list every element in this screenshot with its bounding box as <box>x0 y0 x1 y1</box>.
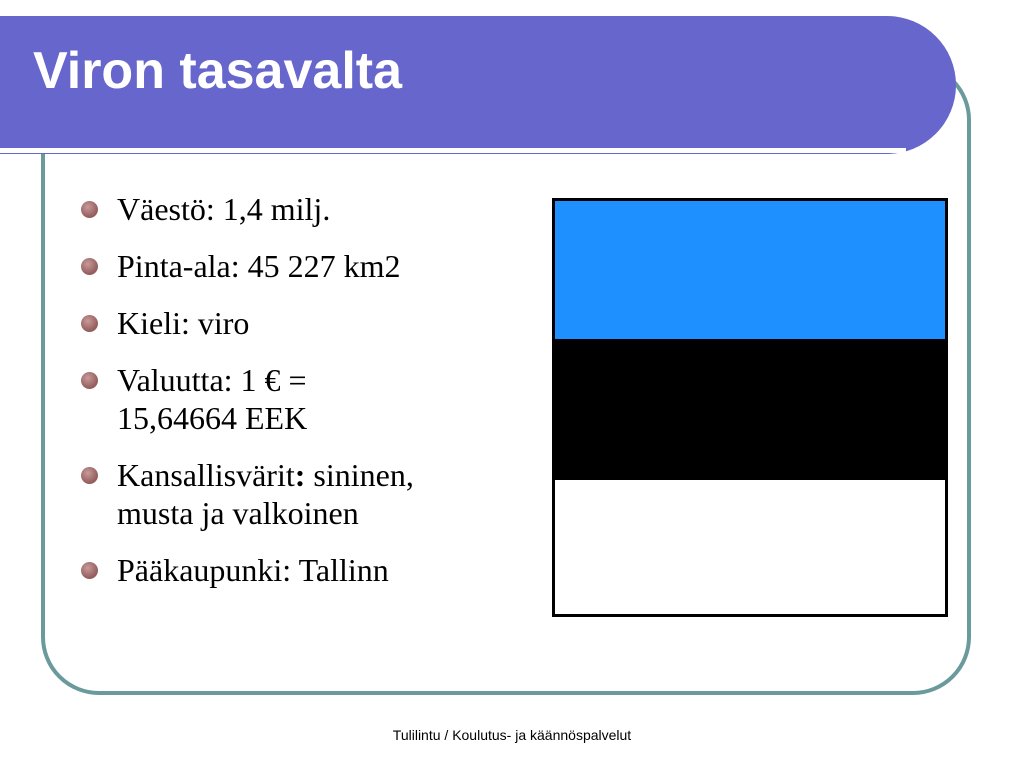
bullet-item-population <box>80 190 510 228</box>
bullet-icon <box>81 201 98 218</box>
flag-stripe-blue <box>555 201 945 339</box>
estonian-flag-image <box>552 198 948 617</box>
bullet-icon <box>81 315 98 332</box>
bullet-item-language <box>80 304 510 342</box>
bullet-icon <box>81 467 98 484</box>
bullet-icon <box>81 372 98 389</box>
bullet-list <box>80 190 510 608</box>
bullet-text: Kieli: viro <box>117 305 250 341</box>
bullet-icon <box>81 562 98 579</box>
slide-footer: Tulilintu / Koulutus- ja käännöspalvelut <box>392 727 632 743</box>
bullet-text-suffix: sininen, <box>305 457 414 493</box>
bullet-item-national-colors <box>80 456 510 532</box>
bullet-text-line2: musta ja valkoinen <box>117 495 359 531</box>
bullet-item-capital <box>80 551 510 589</box>
bullet-item-currency <box>80 361 510 437</box>
bullet-text: Pääkaupunki: Tallinn <box>117 552 389 588</box>
bullet-icon <box>81 258 98 275</box>
bullet-text-colon: : <box>294 457 306 493</box>
bullet-text: Pinta-ala: 45 227 km2 <box>117 248 401 284</box>
bullet-item-area <box>80 247 510 285</box>
bullet-text: Väestö: 1,4 milj. <box>117 191 331 227</box>
flag-stripe-white <box>555 480 945 614</box>
bullet-text-prefix: Kansallisvärit <box>117 457 295 493</box>
flag-stripe-black <box>555 339 945 480</box>
slide-title: Viron tasavalta <box>33 42 403 100</box>
bullet-text-line2: 15,64664 EEK <box>117 400 308 436</box>
bullet-text-line1: Valuutta: 1 € = <box>117 362 307 398</box>
title-underline <box>0 148 906 153</box>
